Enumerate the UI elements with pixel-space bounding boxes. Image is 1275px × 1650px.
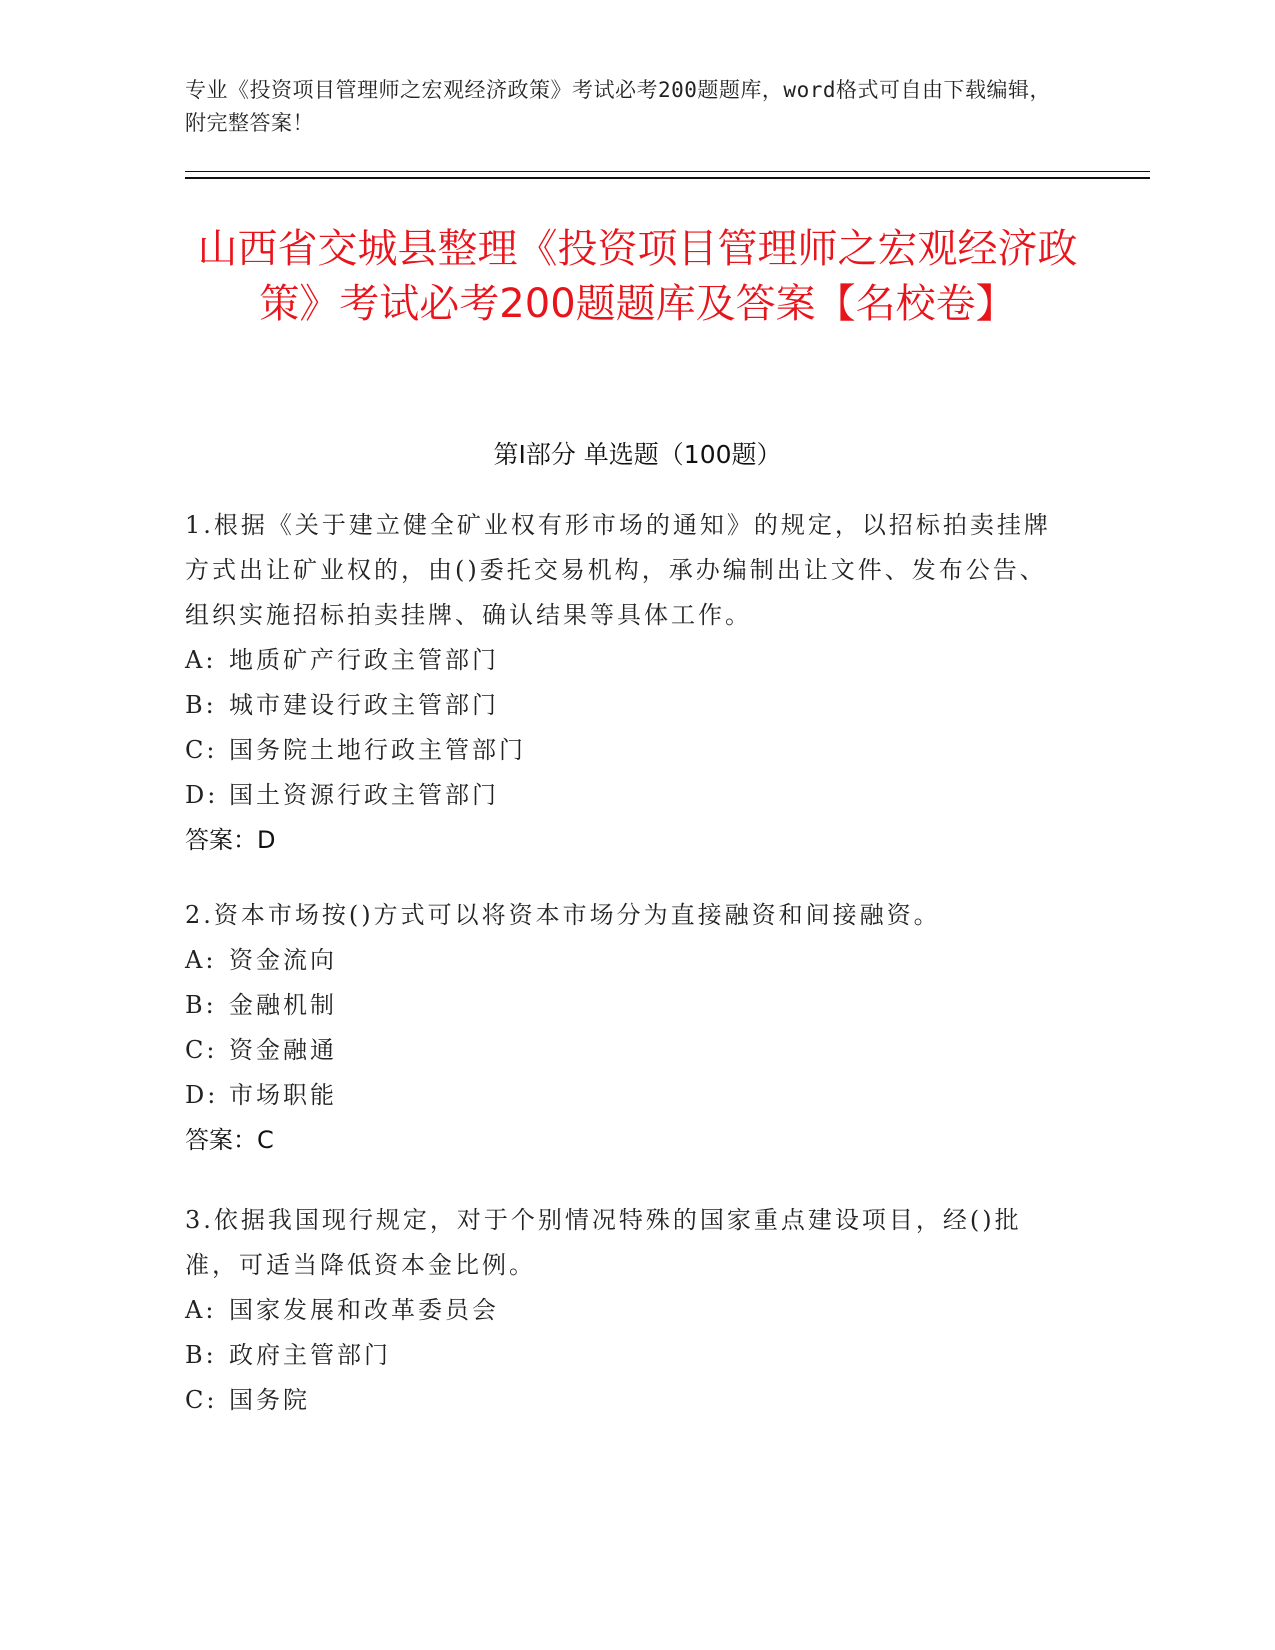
option-b [185,983,1065,1028]
option-key: B: [185,1341,217,1369]
option-key: D: [185,1081,219,1109]
option-key: A: [185,946,217,974]
option-text: 金融机制 [229,991,337,1019]
question-stem: 3.依据我国现行规定，对于个别情况特殊的国家重点建设项目，经()批准，可适当降低资本金比例。 [185,1206,1022,1279]
option-key: C: [185,1036,218,1064]
option-text: 资金流向 [229,946,337,974]
option-a [185,1288,1065,1333]
header-divider-thick [185,177,1150,179]
option-a [185,938,1065,983]
option-b [185,1333,1065,1378]
option-key: A: [185,1296,217,1324]
option-text: 城市建设行政主管部门 [229,691,499,719]
question-stem: 2.资本市场按()方式可以将资本市场分为直接融资和间接融资。 [185,901,941,929]
option-key: B: [185,691,217,719]
question-2 [185,893,1065,1163]
header-note: 专业《投资项目管理师之宏观经济政策》考试必考200题题库，word格式可自由下载编辑，附完整答案！ [185,78,1051,135]
answer-line: 答案：D [185,826,276,854]
option-text: 国土资源行政主管部门 [229,781,499,809]
option-text: 地质矿产行政主管部门 [229,646,499,674]
question-1 [185,503,1065,863]
option-key: B: [185,991,217,1019]
option-text: 市场职能 [229,1081,337,1109]
question-3 [185,1198,1065,1423]
option-key: C: [185,736,218,764]
option-key: D: [185,781,219,809]
option-text: 国务院土地行政主管部门 [229,736,526,764]
option-text: 资金融通 [229,1036,337,1064]
option-text: 国家发展和改革委员会 [229,1296,499,1324]
option-b [185,683,1065,728]
option-key: A: [185,646,217,674]
option-text: 国务院 [229,1386,310,1414]
option-key: C: [185,1386,218,1414]
option-a [185,638,1065,683]
option-c [185,728,1065,773]
option-d [185,1073,1065,1118]
answer-line: 答案：C [185,1126,274,1154]
section-heading: 第Ⅰ部分 单选题（100题） [493,440,782,469]
option-c [185,1378,1065,1423]
header-divider-thin [185,171,1150,172]
option-c [185,1028,1065,1073]
question-stem: 1.根据《关于建立健全矿业权有形市场的通知》的规定，以招标拍卖挂牌方式出让矿业权的，由()委托交易机构，承办编制出让文件、发布公告、组织实施招标拍卖挂牌、确认结果等具体工作。 [185,511,1051,629]
option-text: 政府主管部门 [229,1341,391,1369]
option-d [185,773,1065,818]
document-title: 山西省交城县整理《投资项目管理师之宏观经济政策》考试必考200题题库及答案【名校卷】 [197,226,1078,327]
